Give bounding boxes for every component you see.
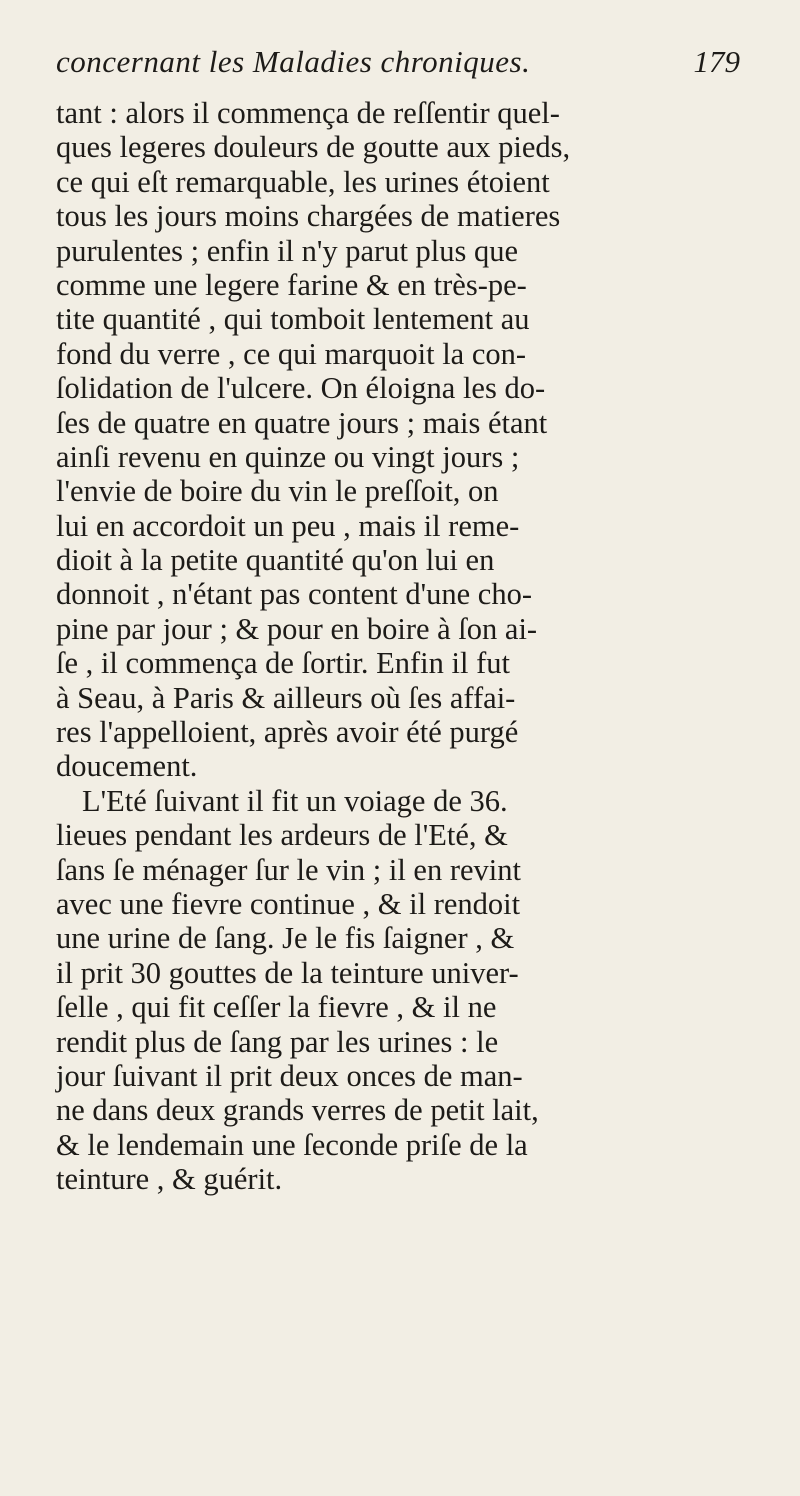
text-line: ſes de quatre en quatre jours ; mais étant [56, 405, 548, 440]
text-line: ainſi revenu en quinze ou vingt jours ; [56, 439, 520, 474]
page-number: 179 [693, 44, 740, 79]
text-line: teinture , & guérit. [56, 1162, 283, 1197]
text-line: L'Eté ſuivant il fit un voiage de 36. [82, 783, 508, 818]
text-line: avec une fievre continue , & il rendoit [56, 886, 521, 921]
text-line: donnoit , n'étant pas content d'une cho- [56, 577, 532, 612]
text-line: purulentes ; enfin il n'y parut plus que [56, 233, 519, 268]
text-line: l'envie de boire du vin le preſſoit, on [56, 474, 499, 509]
text-line: ſolidation de l'ulcere. On éloigna les do- [56, 371, 546, 406]
text-line: lieues pendant les ardeurs de l'Eté, & [56, 818, 508, 853]
text-line: & le lendemain une ſeconde priſe de la [56, 1127, 528, 1162]
text-line: fond du verre , ce qui marquoit la con- [56, 336, 527, 371]
page-header [56, 44, 766, 94]
text-line: ce qui eſt remarquable, les urines étoient [56, 164, 550, 199]
text-line: une urine de ſang. Je le fis ſaigner , & [56, 921, 515, 956]
text-line: pine par jour ; & pour en boire à ſon ai- [56, 611, 538, 646]
text-line: comme une legere farine & en très-pe- [56, 267, 527, 302]
text-line: ſe , il commença de ſortir. Enfin il fut [56, 646, 510, 681]
text-line: dioit à la petite quantité qu'on lui en [56, 543, 495, 578]
text-line: lui en accordoit un peu , mais il reme- [56, 508, 520, 543]
text-line: ſans ſe ménager ſur le vin ; il en revint [56, 852, 521, 887]
text-line: ne dans deux grands verres de petit lait, [56, 1093, 539, 1128]
text-line: rendit plus de ſang par les urines : le [56, 1024, 499, 1059]
text-line: il prit 30 gouttes de la teinture univer- [56, 955, 519, 990]
text-line: tite quantité , qui tomboit lentement au [56, 302, 530, 337]
text-line: à Seau, à Paris & ailleurs où ſes affai- [56, 680, 516, 715]
text-line: ques legeres douleurs de goutte aux pieds, [56, 130, 571, 165]
text-line: ſelle , qui fit ceſſer la fievre , & il ne [56, 990, 497, 1025]
running-head: concernant les Maladies chroniques. [56, 44, 531, 79]
text-line: tant : alors il commença de reſſentir quel- [56, 96, 560, 130]
text-line: tous les jours moins chargées de matieres [56, 199, 561, 234]
text-line: res l'appelloient, après avoir été purgé [56, 715, 519, 750]
text-line: jour ſuivant il prit deux onces de man- [56, 1058, 523, 1093]
body-text [56, 96, 776, 1197]
text-line: doucement. [56, 749, 198, 784]
